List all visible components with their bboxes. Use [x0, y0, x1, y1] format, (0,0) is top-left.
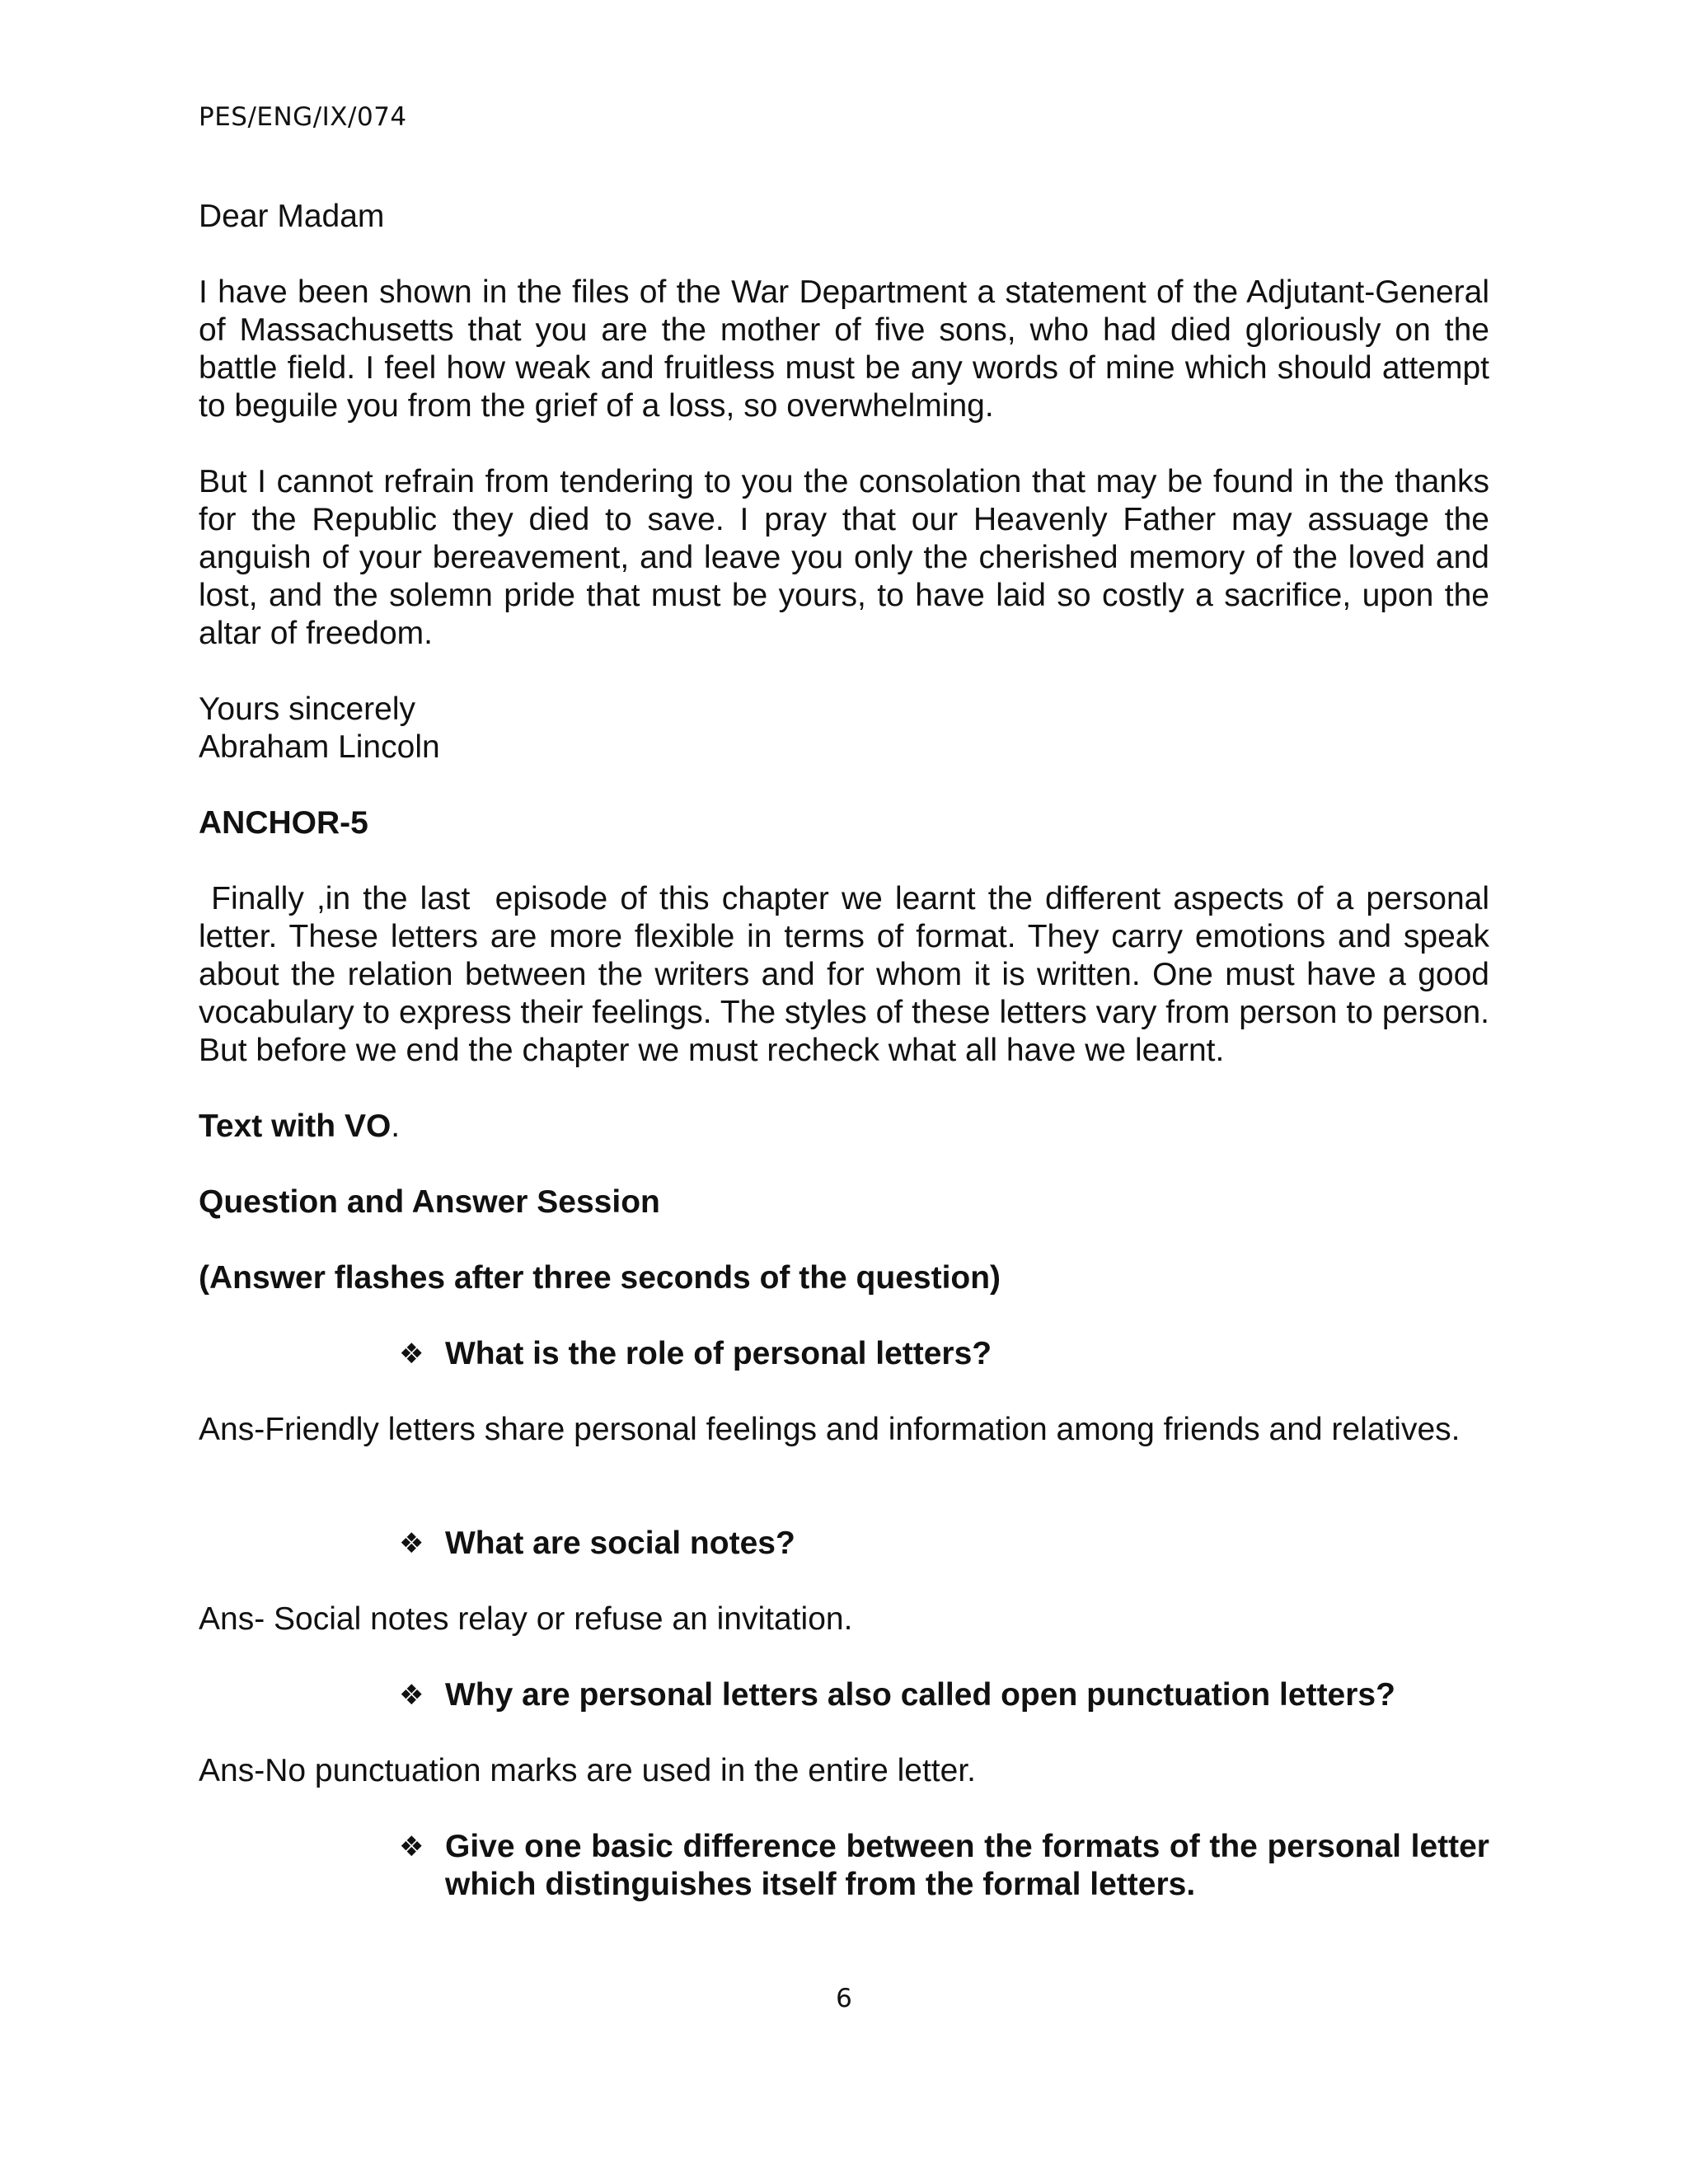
question-item [399, 1335, 1489, 1373]
question-text: What are social notes? [445, 1526, 795, 1561]
letter-paragraph-1: I have been shown in the files of the War Department a statement of the Adjutant-General of Massachusetts that you are the mother of five sons, who had died gloriously on the battle field. I feel how weak and fruitless must be any words of mine which should attempt to beguile you from the grief of a loss, so overwhelming. [199, 274, 1489, 424]
answer-text: Ans-No punctuation marks are used in the entire letter. [199, 1753, 977, 1788]
text-with-vo-label: Text with VO [199, 1108, 392, 1144]
letter-signature: Abraham Lincoln [199, 729, 440, 765]
document-code: PES/ENG/IX/074 [199, 102, 407, 132]
diamond-bullet-icon: ❖ [399, 1527, 424, 1560]
question-item [399, 1676, 1489, 1714]
question-item [399, 1525, 1489, 1563]
qa-session-heading: Question and Answer Session [199, 1184, 660, 1220]
question-text: Give one basic difference between the formats of the personal letter which distinguishes itself from the formal letters. [445, 1829, 1489, 1902]
question-item [399, 1828, 1489, 1904]
diamond-bullet-icon: ❖ [399, 1679, 424, 1712]
anchor-paragraph: Finally ,in the last episode of this chapter we learnt the different aspects of a personal letter. These letters are more flexible in terms of format. They carry emotions and speak about the relation between the writers and for whom it is written. One must have a good vocabulary to express their feelings. The styles of these letters vary from person to person. But before we end the chapter we must recheck what all have we learnt. [199, 881, 1498, 1068]
text-with-vo-period: . [391, 1108, 401, 1144]
anchor-heading: ANCHOR-5 [199, 805, 368, 841]
page-number: 6 [836, 1984, 852, 2013]
letter-closing: Yours sincerely [199, 691, 416, 727]
answer-text: Ans- Social notes relay or refuse an invitation. [199, 1601, 853, 1637]
diamond-bullet-icon: ❖ [399, 1338, 424, 1371]
diamond-bullet-icon: ❖ [399, 1830, 424, 1863]
qa-session-note: (Answer flashes after three seconds of the question) [199, 1260, 1001, 1296]
question-text: What is the role of personal letters? [445, 1336, 992, 1371]
letter-salutation: Dear Madam [199, 199, 385, 234]
answer-text: Ans-Friendly letters share personal feelings and information among friends and relatives. [199, 1412, 1461, 1447]
text-with-vo [199, 1108, 1489, 1146]
letter-paragraph-2: But I cannot refrain from tendering to you the consolation that may be found in the thanks for the Republic they died to save. I pray that our Heavenly Father may assuage the anguish of your bereavement, and leave you only the cherished memory of the loved and lost, and the solemn pride that must be yours, to have laid so costly a sacrifice, upon the altar of freedom. [199, 464, 1489, 651]
question-text: Why are personal letters also called open punctuation letters? [445, 1677, 1395, 1713]
